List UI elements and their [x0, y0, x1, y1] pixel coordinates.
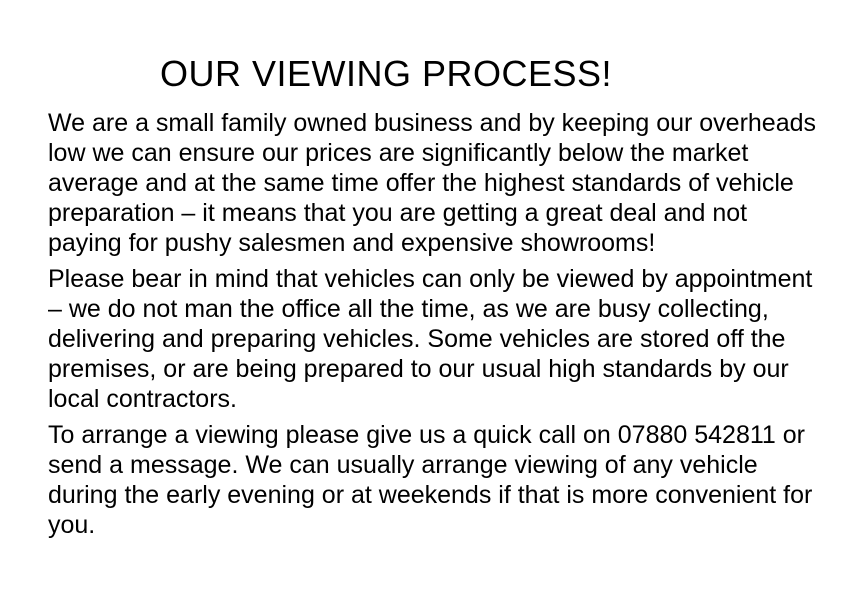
text-line: average and at the same time offer the highest standards of vehicle [48, 169, 794, 197]
text-line: send a message. We can usually arrange viewing of any vehicle [48, 451, 758, 479]
text-line: paying for pushy salesmen and expensive showrooms! [48, 229, 656, 257]
text-line: delivering and preparing vehicles. Some vehicles are stored off the [48, 325, 786, 353]
text-line: low we can ensure our prices are significantly below the market [48, 139, 749, 167]
text-line: To arrange a viewing please give us a quick call on 07880 542811 or [48, 421, 805, 449]
text-line: Please bear in mind that vehicles can only be viewed by appointment [48, 265, 813, 293]
paragraph-appointment-notice [48, 264, 813, 414]
paragraph-business-intro [48, 108, 817, 258]
text-line: local contractors. [48, 385, 237, 413]
paragraph-arrange-viewing [48, 420, 813, 540]
text-line: during the early evening or at weekends if that is more convenient for [48, 481, 813, 509]
text-line: premises, or are being prepared to our usual high standards by our [48, 355, 789, 383]
text-line: We are a small family owned business and by keeping our overheads [48, 109, 817, 137]
text-line: preparation – it means that you are getting a great deal and not [48, 199, 748, 227]
text-line: – we do not man the office all the time, as we are busy collecting, [48, 295, 769, 323]
page-title: OUR VIEWING PROCESS! [160, 53, 613, 94]
document-body [48, 108, 817, 540]
text-line: you. [48, 511, 96, 539]
